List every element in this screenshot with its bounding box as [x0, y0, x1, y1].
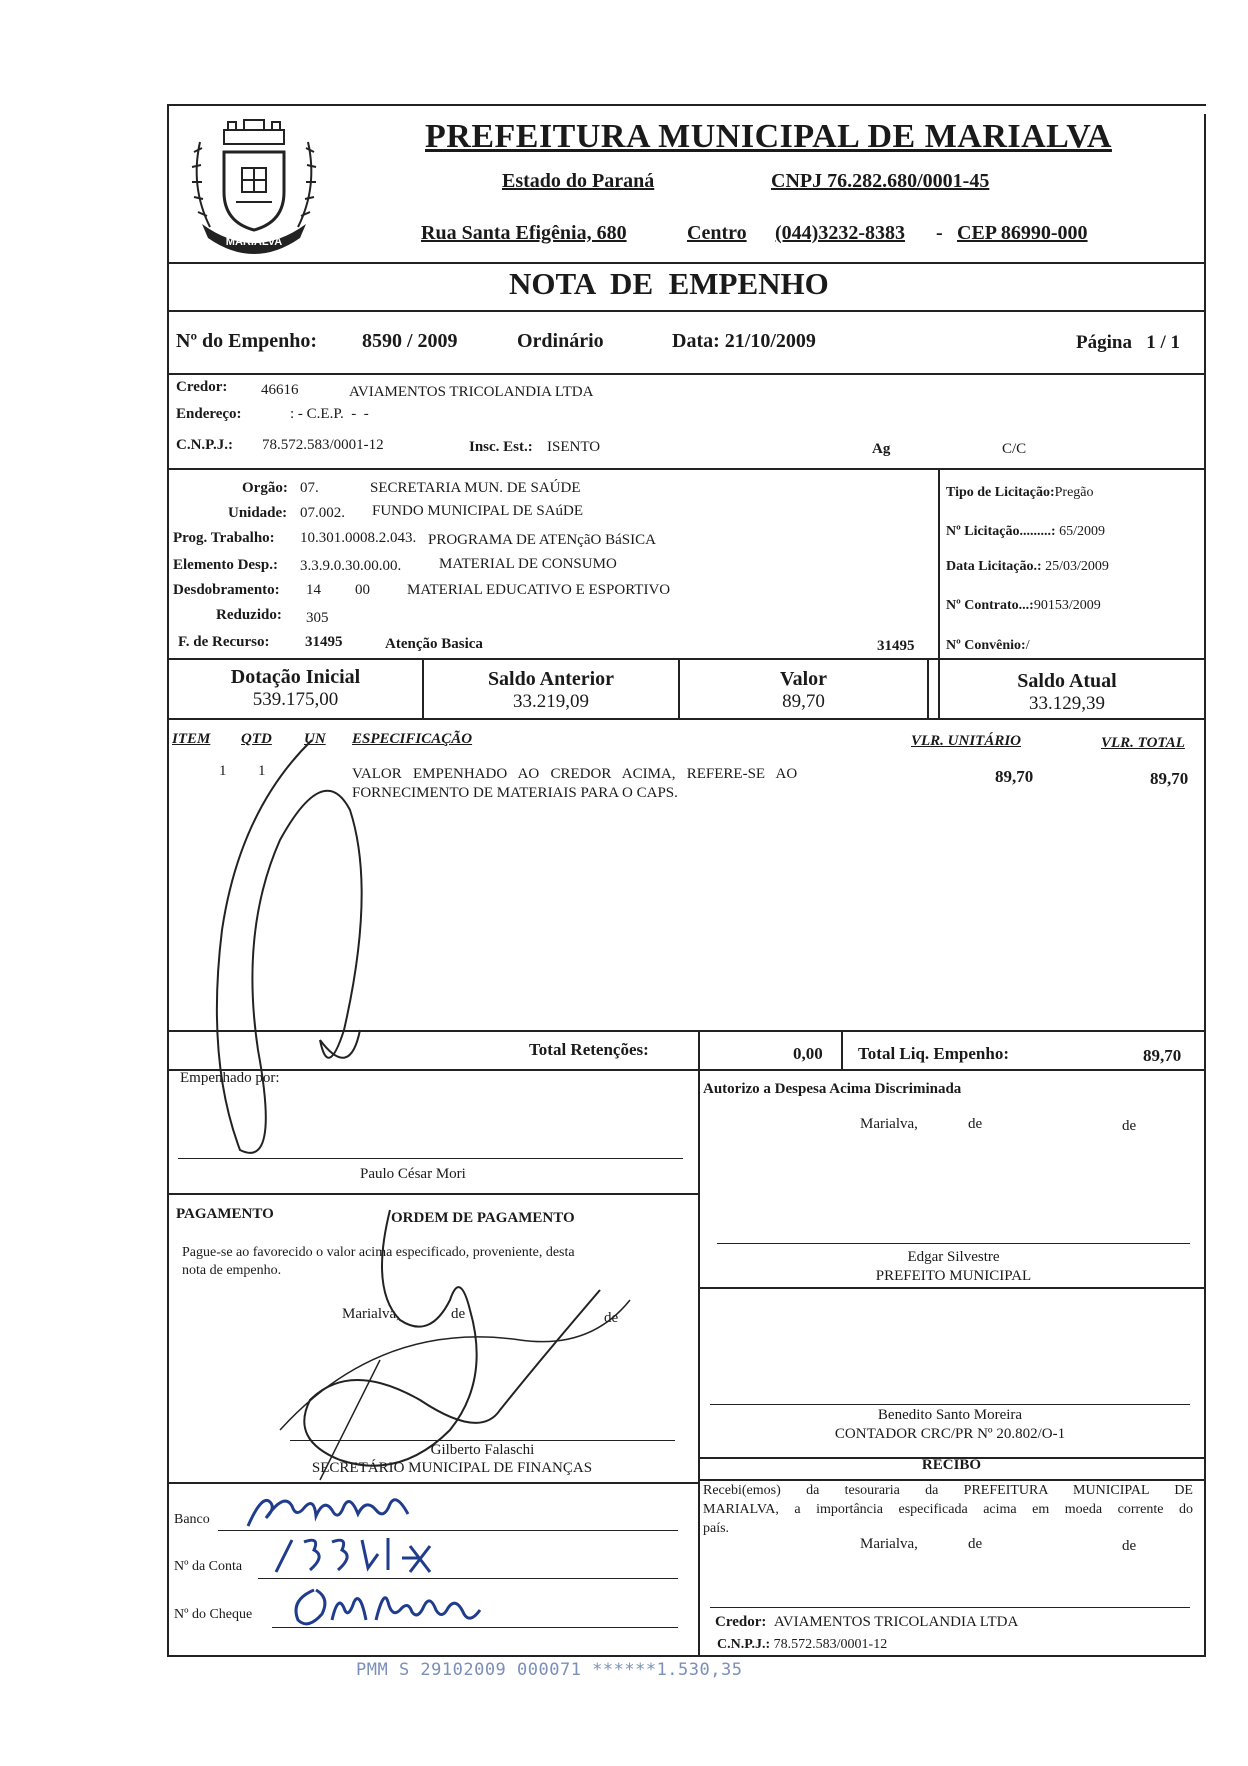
org-cep: CEP 86990-000	[957, 222, 1088, 244]
autorizo-de1: de	[968, 1116, 983, 1132]
recibo-city: Marialva,	[860, 1536, 918, 1552]
desdobramento-code: 14	[306, 582, 321, 598]
valor-cell	[680, 668, 927, 713]
endereco-label: Endereço:	[176, 406, 242, 422]
reduzido-value: 305	[306, 610, 329, 626]
signature-empenhado	[200, 730, 460, 1160]
state-name: Estado do Paraná	[502, 170, 655, 192]
row-valor-unitario: 89,70	[995, 767, 1034, 786]
saldo-atual-value: 33.129,39	[1029, 693, 1105, 714]
conta-corrente-label: C/C	[1002, 441, 1027, 457]
recibo-credor-value: AVIAMENTOS TRICOLANDIA LTDA	[773, 1614, 1019, 1630]
row-item: 1	[219, 763, 227, 779]
saldo-anterior-label: Saldo Anterior	[487, 668, 615, 690]
saldo-atual-cell	[929, 670, 1205, 715]
page-number: Página 1 / 1	[1076, 332, 1180, 353]
recibo-credor-label: Credor:	[715, 1614, 767, 1630]
numero-licitacao	[946, 524, 1105, 540]
elemento-code: 3.3.9.0.30.00.00.	[300, 558, 402, 574]
empenho-number-label: Nº do Empenho:	[176, 330, 318, 352]
saldo-anterior-value: 33.219,09	[513, 691, 589, 712]
recibo-text-line1: Recebi(emos) da tesouraria da PREFEITURA MUNICIPAL DE	[703, 1483, 1193, 1498]
total-retencoes-label: Total Retenções:	[529, 1040, 649, 1059]
prefeito-signer-role: PREFEITO MUNICIPAL	[875, 1268, 1032, 1284]
conta-label: Nº da Conta	[174, 1559, 243, 1574]
conta-handwriting	[270, 1532, 440, 1580]
pagamento-text-line2: nota de empenho.	[182, 1263, 282, 1278]
recibo-credor	[715, 1614, 1018, 1631]
valor-label: Valor	[779, 668, 828, 690]
row-qtd: 1	[258, 763, 266, 779]
numero-contrato	[946, 598, 1101, 614]
prefeito-signer-name: Edgar Silvestre	[907, 1249, 1000, 1265]
org-phone: (044)3232-8383	[775, 222, 905, 244]
col-header-valor-total: VLR. TOTAL	[1101, 735, 1185, 751]
cnpj-label: C.N.P.J.:	[176, 437, 233, 453]
orgao-code: 07.	[300, 480, 319, 496]
numero-contrato-label: Nº Contrato...:	[946, 598, 1034, 613]
numero-convenio	[946, 638, 1030, 654]
numero-convenio-label: Nº Convênio:	[946, 638, 1026, 653]
row-especificacao-line2: FORNECIMENTO DE MATERIAIS PARA O CAPS.	[352, 785, 678, 801]
org-street: Rua Santa Efigênia, 680	[421, 222, 627, 244]
secretario-signer-role: SECRETÁRIO MUNICIPAL DE FINANÇAS	[311, 1460, 593, 1476]
recurso-label: F. de Recurso:	[178, 634, 270, 650]
recibo-text-line2: MARIALVA, a importância especificada acima em moeda corrente do	[703, 1502, 1193, 1517]
col-header-especificacao: ESPECIFICAÇÃO	[352, 731, 473, 747]
unidade-label: Unidade:	[228, 505, 288, 521]
empenho-type: Ordinário	[517, 330, 604, 352]
recibo-label: RECIBO	[921, 1457, 982, 1473]
recibo-text-line3: país.	[703, 1521, 730, 1536]
recurso-code: 31495	[305, 634, 343, 650]
col-header-item: ITEM	[172, 731, 211, 747]
prog-trabalho-code: 10.301.0008.2.043.	[300, 530, 417, 546]
recibo-de1: de	[968, 1536, 983, 1552]
numero-licitacao-value: 65/2009	[1059, 524, 1105, 539]
cheque-handwriting	[288, 1580, 488, 1632]
data-licitacao-label: Data Licitação.:	[946, 559, 1042, 574]
reduzido-label: Reduzido:	[216, 607, 282, 623]
empenhado-signer: Paulo César Mori	[360, 1166, 466, 1182]
dotacao-inicial-cell	[169, 666, 422, 711]
signature-secretario	[260, 1200, 660, 1500]
org-dash: -	[936, 222, 943, 244]
org-district: Centro	[687, 222, 747, 244]
contador-signer-role: CONTADOR CRC/PR Nº 20.802/O-1	[834, 1426, 1066, 1442]
svg-text:MARIALVA: MARIALVA	[225, 236, 283, 248]
credor-label: Credor:	[176, 379, 228, 395]
ordem-pagamento-label: ORDEM DE PAGAMENTO	[391, 1210, 575, 1226]
autorizo-de2: de	[1122, 1118, 1137, 1134]
total-retencoes-value: 0,00	[793, 1044, 823, 1063]
tipo-licitacao-value: Pregão	[1054, 485, 1094, 500]
dotacao-inicial-value: 539.175,00	[252, 689, 339, 710]
recurso-code-right: 31495	[877, 638, 915, 654]
saldo-atual-label: Saldo Atual	[1017, 670, 1117, 692]
valor-value: 89,70	[782, 691, 825, 712]
total-liquido-value: 89,70	[1143, 1046, 1182, 1065]
desdobramento-label: Desdobramento:	[173, 582, 280, 598]
desdobramento-name: MATERIAL EDUCATIVO E ESPORTIVO	[407, 582, 671, 598]
cnpj-value: 78.572.583/0001-12	[262, 437, 384, 453]
data-licitacao	[946, 559, 1109, 575]
pagamento-label: PAGAMENTO	[176, 1206, 274, 1222]
recurso-name: Atenção Basica	[385, 636, 483, 652]
numero-convenio-value: /	[1025, 638, 1030, 653]
row-valor-total: 89,70	[1150, 769, 1189, 788]
coat-of-arms-icon	[180, 112, 328, 260]
autorizo-city: Marialva,	[860, 1116, 918, 1132]
credor-name: AVIAMENTOS TRICOLANDIA LTDA	[349, 384, 594, 400]
credor-code: 46616	[261, 382, 299, 398]
agencia-label: Ag	[872, 441, 891, 457]
elemento-name: MATERIAL DE CONSUMO	[439, 556, 617, 572]
col-header-valor-unitario: VLR. UNITÁRIO	[911, 733, 1022, 749]
empenho-number: 8590 / 2009	[362, 330, 458, 352]
dotacao-inicial-label: Dotação Inicial	[230, 666, 361, 688]
autorizo-label: Autorizo a Despesa Acima Discriminada	[703, 1081, 962, 1097]
total-liquido-label: Total Liq. Empenho:	[858, 1044, 1009, 1063]
document-title: NOTA DE EMPENHO	[509, 266, 829, 301]
col-header-un: UN	[304, 731, 326, 747]
orgao-name: SECRETARIA MUN. DE SAÚDE	[370, 480, 581, 496]
recibo-de2: de	[1122, 1538, 1137, 1554]
prog-trabalho-name: PROGRAMA DE ATENçãO BáSICA	[428, 532, 656, 548]
pagamento-de1: de	[451, 1306, 466, 1322]
desdobramento-code2: 00	[355, 582, 370, 598]
elemento-label: Elemento Desp.:	[173, 557, 278, 573]
row-especificacao-line1: VALOR EMPENHADO AO CREDOR ACIMA, REFERE-SE AO	[352, 766, 798, 782]
org-name: PREFEITURA MUNICIPAL DE MARIALVA	[425, 118, 1112, 155]
prog-trabalho-label: Prog. Trabalho:	[173, 530, 275, 546]
insc-value: ISENTO	[547, 439, 601, 455]
unidade-code: 07.002.	[300, 505, 345, 521]
pagamento-text-line1: Pague-se ao favorecido o valor acima especificado, proveniente, desta	[182, 1245, 575, 1260]
org-cnpj: CNPJ 76.282.680/0001-45	[771, 170, 990, 192]
data-licitacao-value: 25/03/2009	[1045, 559, 1109, 574]
unidade-name: FUNDO MUNICIPAL DE SAúDE	[372, 503, 583, 519]
recibo-cnpj-label: C.N.P.J.:	[717, 1637, 771, 1652]
tipo-licitacao-label: Tipo de Licitação:	[946, 485, 1055, 500]
numero-contrato-value: 90153/2009	[1033, 598, 1101, 613]
contador-signer-name: Benedito Santo Moreira	[877, 1407, 1023, 1423]
col-header-qtd: QTD	[241, 731, 272, 747]
insc-label: Insc. Est.:	[469, 439, 533, 455]
endereco-value: : - C.E.P. - -	[290, 406, 369, 422]
payment-stamp: PMM S 29102009 000071 ******1.530,35	[356, 1660, 743, 1680]
tipo-licitacao	[946, 485, 1094, 501]
saldo-anterior-cell	[424, 668, 678, 713]
orgao-label: Orgão:	[242, 480, 288, 496]
empenhado-por-label: Empenhado por:	[180, 1070, 280, 1086]
recibo-cnpj	[717, 1637, 887, 1653]
empenho-date: Data: 21/10/2009	[672, 330, 816, 352]
numero-licitacao-label: Nº Licitação.........:	[946, 524, 1056, 539]
pagamento-city: Marialva,	[342, 1306, 400, 1322]
secretario-signer-name: Gilberto Falaschi	[430, 1442, 535, 1458]
cheque-label: Nº do Cheque	[174, 1607, 253, 1622]
recibo-cnpj-value: 78.572.583/0001-12	[773, 1637, 888, 1652]
banco-label: Banco	[174, 1512, 210, 1527]
pagamento-de2: de	[604, 1310, 619, 1326]
